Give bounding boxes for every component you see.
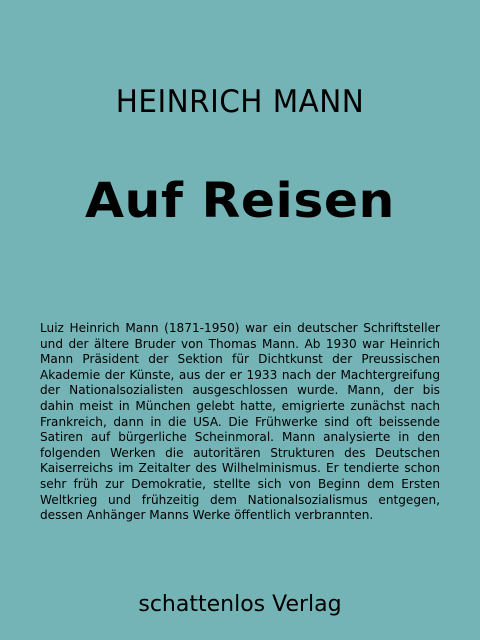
author-biography: Luiz Heinrich Mann (1871-1950) war ein deutscher Schriftsteller und der ältere Bruder von Thomas Mann. Ab 1930 war Heinrich Mann Präsident der Sektion für Dichtkunst der Preussischen Akademie der Künste, aus der er 1933 nach der Machtergreifung der Nationalsozialisten ausgeschlossen wurde. Mann, der bis dahin meist in München gelebt hatte, emigrierte zunächst nach Frankreich, dann in die USA. Die Frühwerke sind oft beissende Satiren auf bürgerliche Scheinmoral. Mann analysierte in den folgenden Werken die autoritären Strukturen des Deutschen Kaiserreichs im Zeitalter des Wilhelminismus. Er tendierte schon sehr früh zur Demokratie, stellte sich von Beginn dem Ersten Weltkrieg und frühzeitig dem Nationalsozialismus entgegen, dessen Anhänger Manns Werke öffentlich verbrannten. [40, 321, 440, 523]
book-title: Auf Reisen [85, 173, 395, 229]
author-name: HEINRICH MANN [115, 84, 365, 120]
publisher-name: schattenlos Verlag [138, 592, 342, 617]
